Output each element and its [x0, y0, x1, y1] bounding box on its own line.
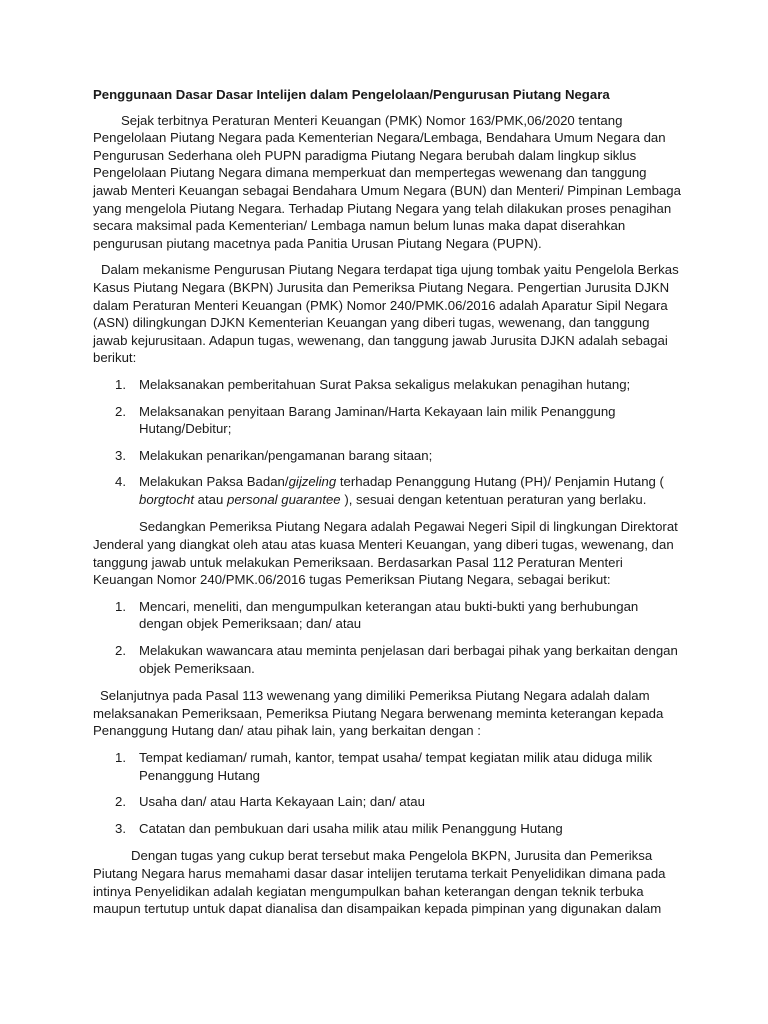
list-item	[93, 793, 683, 811]
paragraph-pemeriksa: Sedangkan Pemeriksa Piutang Negara adalah Pegawai Negeri Sipil di lingkungan Direktorat Jenderal yang diangkat oleh atau atas kuasa Menteri Keuangan, yang diberi tugas, wewenang, dan tanggung jawab untuk melakukan Pemeriksaan. Berdasarkan Pasal 112 Peraturan Menteri Keuangan Nomor 240/PMK.06/2016 tugas Pemeriksan Piutang Negara, sebagai berikut:	[93, 519, 678, 588]
paragraph-conclusion: Dengan tugas yang cukup berat tersebut maka Pengelola BKPN, Jurusita dan Pemeriksa Piutang Negara harus memahami dasar dasar intelijen terutama terkait Penyelidikan dimana pada intinya Penyelidikan adalah kegiatan mengumpulkan bahan keterangan dengan teknik terbuka maupun tertutup untuk dapat dianalisa dan disampaikan kepada pimpinan yang digunakan dalam	[93, 848, 666, 917]
italic-term-gijzeling: gijzeling	[288, 474, 337, 490]
list-item	[93, 642, 683, 677]
pemeriksa-tasks-list	[93, 598, 683, 677]
list-item	[93, 376, 683, 394]
list-number: 3.	[115, 447, 126, 463]
jurusita-duties-list	[93, 376, 683, 509]
list-item-text: Tempat kediaman/ rumah, kantor, tempat usaha/ tempat kegiatan milik atau diduga milik Penanggung Hutang	[139, 750, 653, 783]
list-item	[93, 403, 683, 438]
list-item	[93, 749, 683, 784]
list-item-text-part: ), sesuai dengan ketentuan peraturan yang berlaku.	[340, 491, 647, 507]
list-item	[93, 820, 683, 838]
paragraph-pasal-113: Selanjutnya pada Pasal 113 wewenang yang dimiliki Pemeriksa Piutang Negara adalah dalam melaksanakan Pemeriksaan, Pemeriksa Piutang Negara berwenang meminta keterangan kepada Penanggung Hutang dan/ atau pihak lain, yang berkaitan dengan :	[93, 688, 664, 739]
list-item-text: Melaksanakan pemberitahuan Surat Paksa sekaligus melakukan penagihan hutang;	[139, 376, 631, 392]
list-item-text: Melakukan wawancara atau meminta penjelasan dari berbagai pihak yang berkaitan dengan objek Pemeriksaan.	[139, 643, 678, 676]
list-number: 1.	[115, 598, 126, 614]
list-number: 2.	[115, 643, 126, 659]
list-item-text: Melaksanakan penyitaan Barang Jaminan/Harta Kekayaan lain milik Penanggung Hutang/Debitur;	[139, 403, 616, 437]
list-number: 1.	[115, 750, 126, 765]
list-number: 2.	[115, 794, 126, 810]
list-item	[93, 598, 683, 633]
list-item-text-part: atau	[194, 491, 227, 507]
list-item-text: Mencari, meneliti, dan mengumpulkan keterangan atau bukti-bukti yang berhubungan dengan objek Pemeriksaan; dan/ atau	[139, 598, 639, 632]
paragraph-intro: Sejak terbitnya Peraturan Menteri Keuangan (PMK) Nomor 163/PMK,06/2020 tentang Pengelolaan Piutang Negara pada Kementerian Negara/Lembaga, Bendahara Umum Negara dan Pengurusan Sederhana oleh PUPN paradigma Piutang Negara berubah dalam lingkup siklus Pengelolaan Piutang Negara dimana memperkuat dan mempertegas wewenang dan tanggung jawab Menteri Keuangan sebagai Bendahara Umum Negara (BUN) dan Menteri/ Pimpinan Lembaga yang mengelola Piutang Negara. Terhadap Piutang Negara yang telah dilakukan proses penagihan secara maksimal pada Kementerian/ Lembaga namun belum lunas maka dapat diserahkan pengurusan piutang macetnya pada Panitia Urusan Piutang Negara (PUPN).	[93, 112, 681, 251]
list-item-text: Melakukan penarikan/pengamanan barang sitaan;	[139, 447, 433, 463]
list-number: 3.	[115, 820, 126, 836]
list-number: 2.	[115, 403, 126, 419]
pemeriksa-authority-list	[93, 749, 683, 837]
list-item	[93, 447, 683, 465]
document-title: Penggunaan Dasar Dasar Intelijen dalam Pengelolaan/Pengurusan Piutang Negara	[93, 87, 610, 102]
italic-term-borgtocht: borgtocht	[139, 491, 194, 507]
list-number: 1.	[115, 376, 126, 392]
list-item-text-part: terhadap Penanggung Hutang (PH)/ Penjamin Hutang (	[336, 474, 664, 490]
italic-term-personal-guarantee: personal guarantee	[227, 491, 341, 507]
list-item-text: Usaha dan/ atau Harta Kekayaan Lain; dan/ atau	[139, 794, 425, 810]
list-item-text-part: Melakukan Paksa Badan/	[139, 474, 289, 490]
document-page	[93, 86, 683, 927]
list-item-text: Catatan dan pembukuan dari usaha milik atau milik Penanggung Hutang	[139, 820, 563, 836]
list-number: 4.	[115, 474, 126, 490]
list-item	[93, 473, 683, 508]
paragraph-mechanism: Dalam mekanisme Pengurusan Piutang Negara terdapat tiga ujung tombak yaitu Pengelola Berkas Kasus Piutang Negara (BKPN) Jurusita dan Pemeriksa Piutang Negara. Pengertian Jurusita DJKN dalam Peraturan Menteri Keuangan (PMK) Nomor 240/PMK.06/2016 adalah Aparatur Sipil Negara (ASN) dilingkungan DJKN Kementerian Keuangan yang diberi tugas, wewenang, dan tanggung jawab kejurusitaan. Adapun tugas, wewenang, dan tanggung jawab Jurusita DJKN adalah sebagai berikut:	[93, 262, 679, 366]
